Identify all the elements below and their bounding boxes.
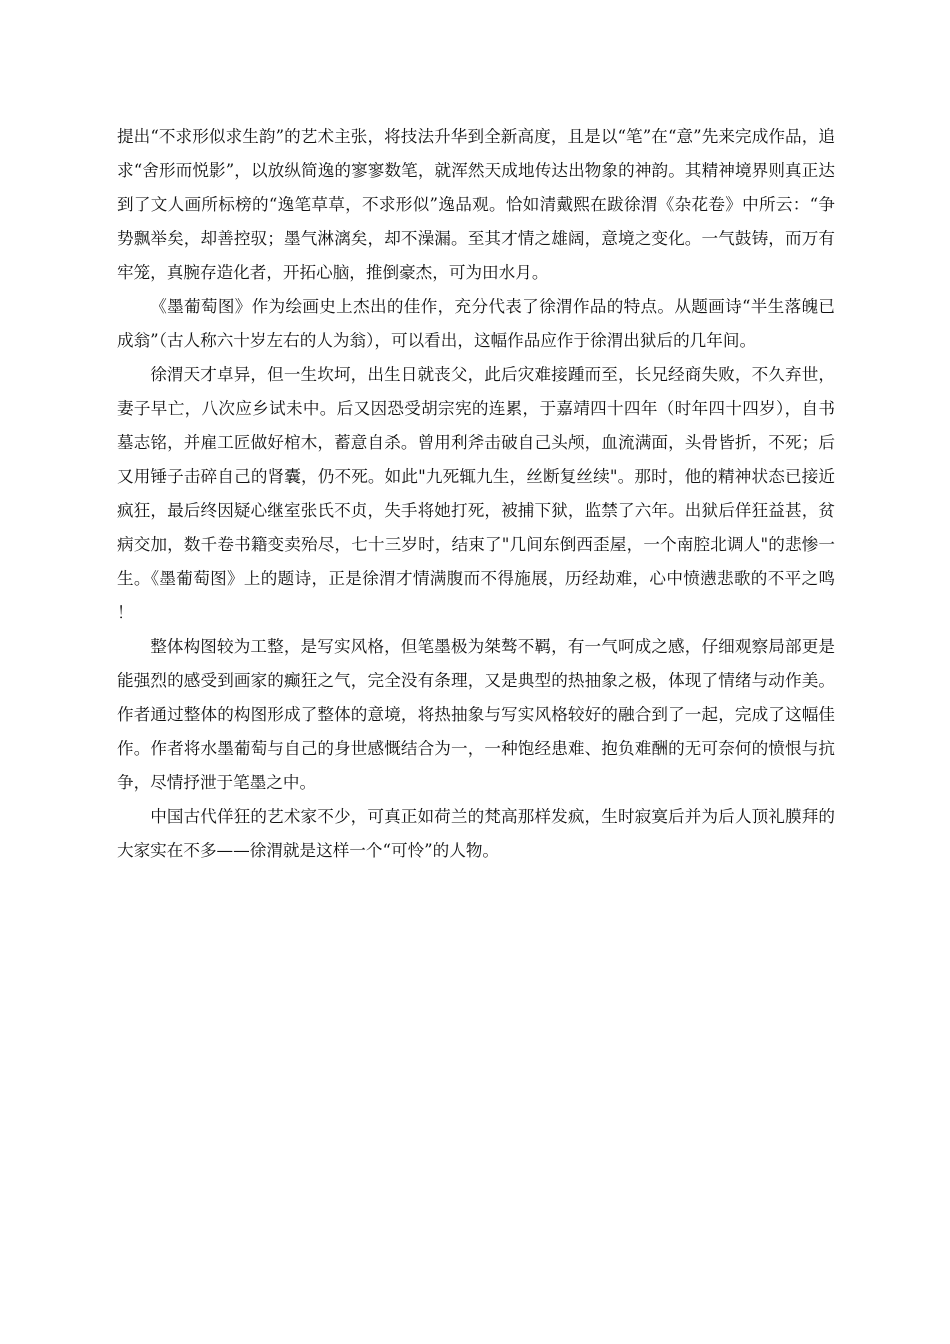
paragraph-continued: 提出“不求形似求生韵”的艺术主张，将技法升华到全新高度，且是以“笔”在“意”先来完成作品，追求“舍形而悦影”，以放纵简逸的寥寥数笔，就浑然天成地传达出物象的神韵。其精神境界则真正达到了文人画所标榜的“逸笔草草，不求形似”逸品观。恰如清戴熙在跋徐渭《杂花卷》中所云：“争势飘举矣，却善控驭；墨气淋漓矣，却不澡漏。至其才情之雄阔，意境之变化。一气鼓铸，而万有牢笼，真腕存造化者，开拓心脑，推倒豪杰，可为田水月。 (117, 127, 835, 282)
paragraph-composition: 整体构图较为工整，是写实风格，但笔墨极为桀骜不羁，有一气呵成之感，仔细观察局部更是能强烈的感受到画家的癫狂之气，完全没有条理，又是典型的热抽象之极，体现了情绪与动作美。作者通过整体的构图形成了整体的意境，将热抽象与写实风格较好的融合到了一起，完成了这幅佳作。作者将水墨葡萄与自己的身世感慨结合为一，一种饱经患难、抱负难酬的无可奈何的愤恨与抗争，尽情抒泄于笔墨之中。 (117, 637, 835, 792)
paragraph-biography: 徐渭天才卓异，但一生坎坷，出生日就丧父，此后灾难接踵而至，长兄经商失败，不久弃世，妻子早亡，八次应乡试未中。后又因恐受胡宗宪的连累，于嘉靖四十四年（时年四十四岁），自书墓志铭，并雇工匠做好棺木，蓄意自杀。曾用利斧击破自己头颅，血流满面，头骨皆折，不死；后又用锤子击碎自己的肾囊，仍不死。如此"九死辄九生，丝断复丝续"。那时，他的精神状态已接近疯狂，最后终因疑心继室张氏不贞，失手将她打死，被捕下狱，监禁了六年。出狱后佯狂益甚，贫病交加，数千卷书籍变卖殆尽，七十三岁时，结束了"几间东倒西歪屋，一个南腔北调人"的悲惨一生。《墨葡萄图》上的题诗，正是徐渭才情满腹而不得施展，历经劫难，心中愤懑悲歌的不平之鸣！ (117, 365, 835, 622)
document-page (117, 120, 835, 868)
paragraph-conclusion: 中国古代佯狂的艺术家不少，可真正如荷兰的梵高那样发疯，生时寂寞后并为后人顶礼膜拜的大家实在不多——徐渭就是这样一个“可怜”的人物。 (117, 807, 835, 860)
paragraph-grape-painting: 《墨葡萄图》作为绘画史上杰出的佳作，充分代表了徐渭作品的特点。从题画诗“半生落魄已成翁”（古人称六十岁左右的人为翁），可以看出，这幅作品应作于徐渭出狱后的几年间。 (117, 297, 835, 350)
